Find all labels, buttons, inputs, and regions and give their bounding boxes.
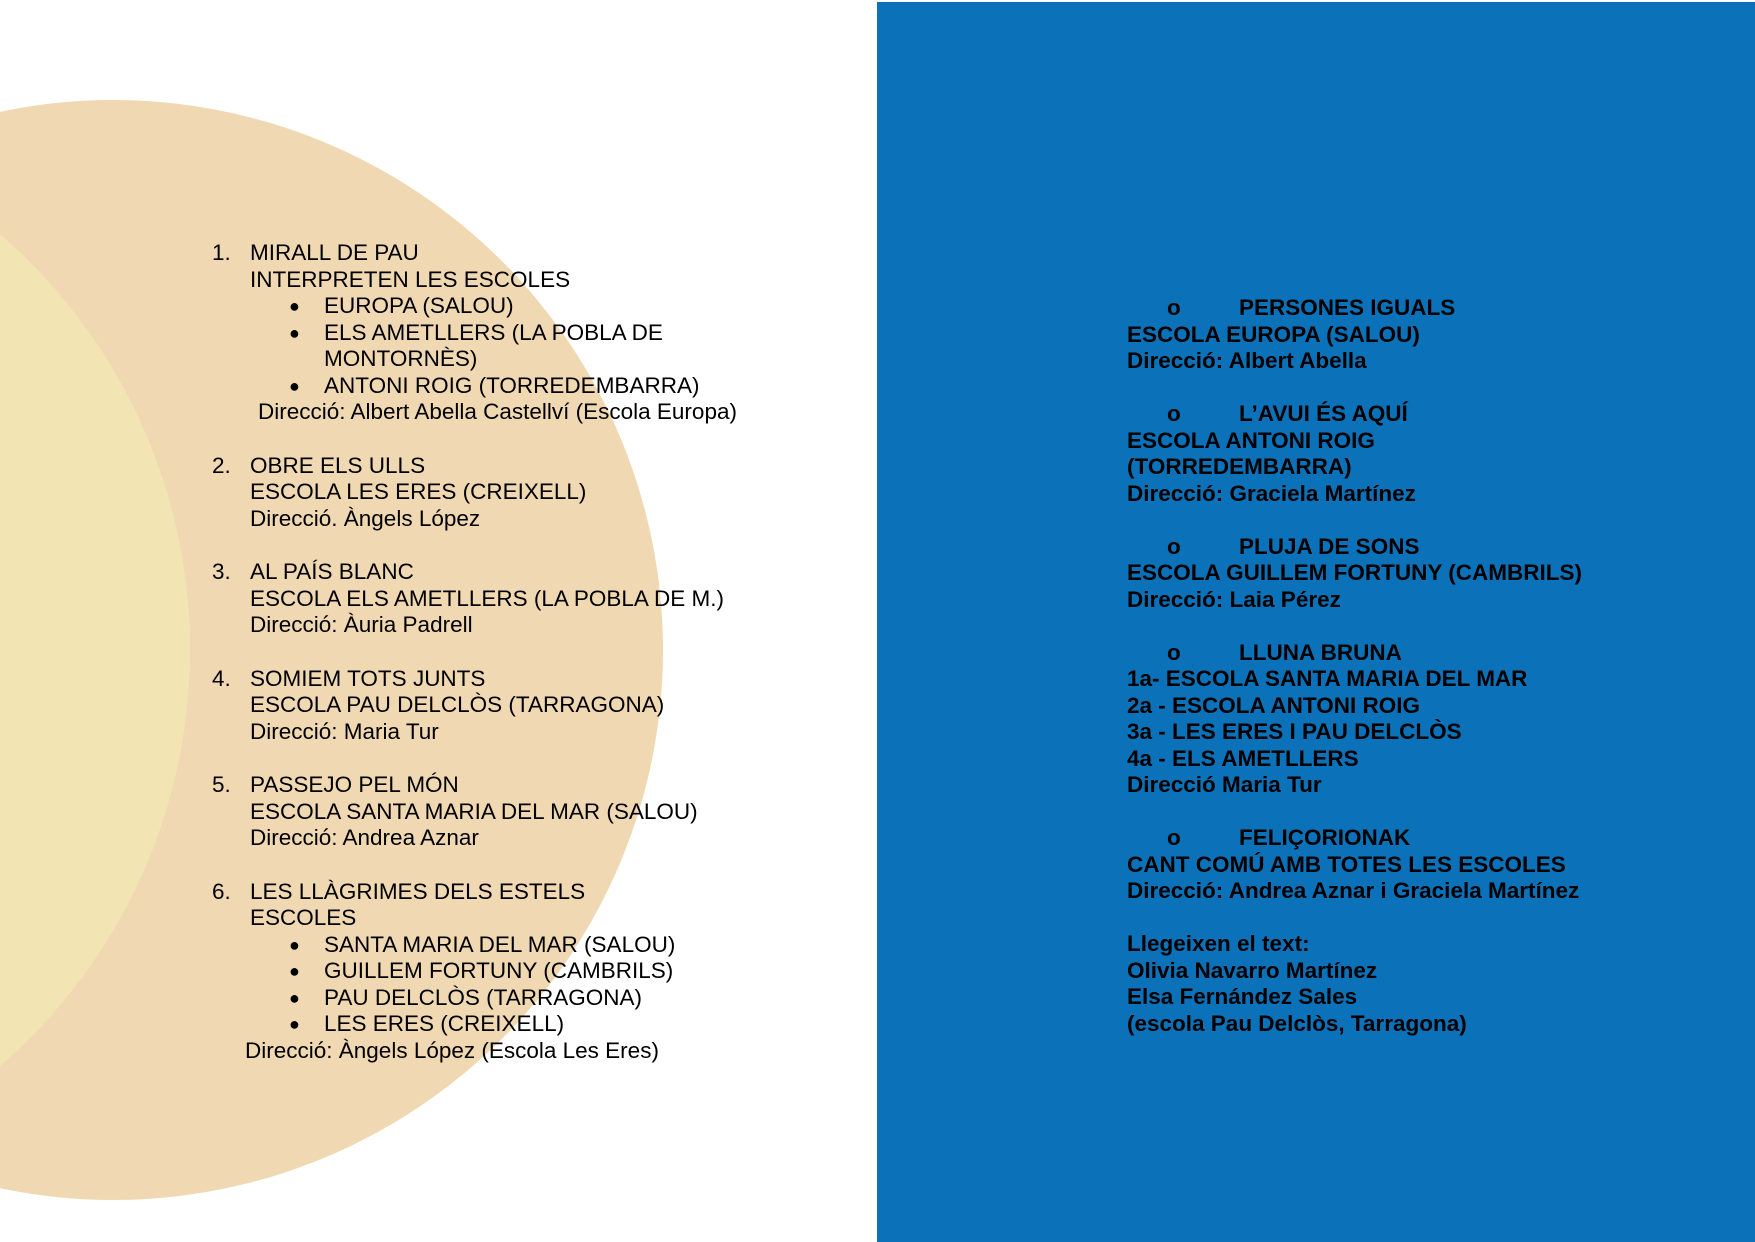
item-title: AL PAÍS BLANC — [250, 559, 414, 584]
item-line: 4a - ELS AMETLLERS — [1127, 745, 1359, 771]
program-item-6 — [212, 879, 812, 1065]
item-line: 2a - ESCOLA ANTONI ROIG — [1127, 692, 1420, 718]
item-title: MIRALL DE PAU — [250, 240, 419, 265]
item-title: LES LLÀGRIMES DELS ESTELS — [250, 878, 586, 904]
item-line: ESCOLA GUILLEM FORTUNY (CAMBRILS) — [1127, 560, 1582, 585]
item-direction: Direcció: Albert Abella Castellví (Escola Europa) — [258, 399, 737, 424]
item-line: 3a - LES ERES I PAU DELCLÒS — [1127, 719, 1462, 744]
program-item-3 — [212, 559, 812, 639]
bullet-icon: ● — [289, 375, 300, 396]
item-number: 6. — [212, 878, 231, 904]
bullet-icon: ● — [289, 987, 300, 1008]
item-title: PERSONES IGUALS — [1239, 295, 1456, 320]
program-item-2 — [212, 453, 812, 533]
item-direction: Direcció: Àuria Padrell — [250, 612, 473, 637]
item-line: ESCOLA ANTONI ROIG — [1127, 427, 1375, 453]
right-program-item-5 — [1127, 825, 1727, 905]
item-direction: Direcció: Àngels López (Escola Les Eres) — [245, 1037, 659, 1063]
list-item: ● EUROPA (SALOU) — [289, 293, 514, 318]
item-line: Direcció: Albert Abella — [1127, 348, 1367, 373]
list-item: ● GUILLEM FORTUNY (CAMBRILS) — [289, 958, 674, 983]
item-title: OBRE ELS ULLS — [250, 452, 426, 478]
item-school: ESCOLA PAU DELCLÒS (TARRAGONA) — [250, 692, 665, 717]
item-number: 3. — [212, 559, 231, 584]
reader-name: Olivia Navarro Martínez — [1127, 957, 1378, 983]
item-direction: Direcció. Àngels López — [250, 505, 481, 531]
item-number: 5. — [212, 772, 231, 797]
circle-bullet-icon: o — [1167, 533, 1181, 559]
right-program-list — [1127, 295, 1727, 1064]
left-program-list — [212, 240, 812, 1091]
circle-bullet-icon: o — [1167, 295, 1181, 320]
item-line: Direcció: Laia Pérez — [1127, 586, 1341, 612]
list-item: ● LES ERES (CREIXELL) — [289, 1011, 565, 1036]
item-title: FELIÇORIONAK — [1239, 825, 1411, 850]
item-school: ESCOLA SANTA MARIA DEL MAR (SALOU) — [250, 798, 698, 824]
reader-name: Elsa Fernández Sales — [1127, 984, 1358, 1009]
list-item: MONTORNÈS) — [324, 346, 478, 371]
bullet-icon: ● — [289, 934, 300, 955]
school-bullet-list — [212, 932, 774, 1038]
item-line: Direcció: Graciela Martínez — [1127, 480, 1416, 506]
list-item: ● ELS AMETLLERS (LA POBLA DE — [289, 319, 663, 345]
program-item-4 — [212, 666, 812, 746]
list-item: ● PAU DELCLÒS (TARRAGONA) — [289, 984, 642, 1010]
item-number: 4. — [212, 665, 231, 691]
item-number: 1. — [212, 240, 231, 265]
bullet-icon: ● — [289, 296, 300, 316]
item-title: PLUJA DE SONS — [1239, 533, 1420, 559]
bullet-icon: ● — [289, 1014, 300, 1034]
item-title: PASSEJO PEL MÓN — [250, 772, 459, 797]
reader-school: (escola Pau Delclòs, Tarragona) — [1127, 1010, 1467, 1036]
item-subtitle: INTERPRETEN LES ESCOLES — [250, 266, 571, 292]
item-line: Direcció: Andrea Aznar i Graciela Martínez — [1127, 878, 1580, 903]
circle-bullet-icon: o — [1167, 401, 1181, 426]
item-line: 1a- ESCOLA SANTA MARIA DEL MAR — [1127, 666, 1528, 691]
item-title: LLUNA BRUNA — [1239, 639, 1402, 665]
bullet-icon: ● — [289, 322, 300, 343]
right-program-item-4 — [1127, 640, 1727, 799]
program-item-5 — [212, 772, 812, 852]
item-direction: Direcció: Andrea Aznar — [250, 825, 479, 850]
right-program-item-2 — [1127, 401, 1727, 507]
bullet-icon: ● — [289, 961, 300, 981]
circle-bullet-icon: o — [1167, 825, 1181, 850]
item-school: ESCOLA LES ERES (CREIXELL) — [250, 479, 587, 504]
item-line: (TORREDEMBARRA) — [1127, 454, 1352, 479]
item-title: SOMIEM TOTS JUNTS — [250, 665, 486, 691]
item-line: ESCOLA EUROPA (SALOU) — [1127, 321, 1420, 347]
item-direction: Direcció: Maria Tur — [250, 718, 439, 744]
right-program-item-3 — [1127, 534, 1727, 614]
item-title: L’AVUI ÉS AQUÍ — [1239, 401, 1408, 426]
readers-block — [1127, 931, 1727, 1037]
program-item-1 — [212, 240, 812, 426]
item-line: CANT COMÚ AMB TOTES LES ESCOLES — [1127, 851, 1566, 877]
school-bullet-list — [212, 293, 774, 399]
circle-bullet-icon: o — [1167, 639, 1181, 665]
item-subtitle: ESCOLES — [250, 905, 357, 930]
readers-heading: Llegeixen el text: — [1127, 931, 1310, 956]
item-number: 2. — [212, 452, 231, 478]
item-school: ESCOLA ELS AMETLLERS (LA POBLA DE M.) — [250, 585, 724, 611]
right-program-item-1 — [1127, 295, 1727, 375]
list-item: ● ANTONI ROIG (TORREDEMBARRA) — [289, 372, 700, 398]
list-item: ● SANTA MARIA DEL MAR (SALOU) — [289, 931, 676, 957]
item-line: Direcció Maria Tur — [1127, 772, 1322, 797]
